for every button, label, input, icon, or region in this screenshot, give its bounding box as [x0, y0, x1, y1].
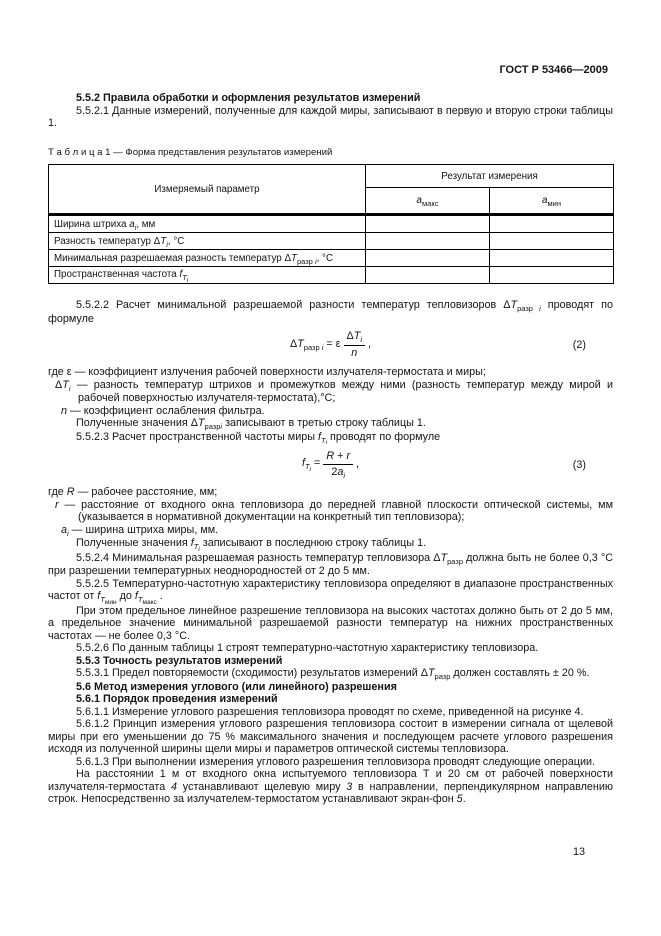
heading-5-6-1: 5.6.1 Порядок проведения измерений — [76, 693, 278, 705]
result-cell — [366, 250, 490, 267]
paragraph-5-6-1-2: 5.6.1.2 Принцип измерения углового разрешения тепловизора состоит в измерении сигнала от щелевой миры при его уменьшении до 75 % максимального значения и последующем расчете углового разрешения исходя из полученной ширины щели миры и параметров оптической системы тепловизора. — [48, 718, 613, 755]
result-cell — [366, 233, 490, 250]
fraction — [344, 330, 366, 359]
result-cell — [490, 250, 614, 267]
table-row — [49, 267, 614, 284]
table-row — [49, 215, 614, 233]
heading-5-5-3: 5.5.3 Точность результатов измерений — [76, 654, 283, 667]
equation-3-lhs: $f_{Ti}$ = — [301, 457, 321, 473]
equation-3-number: (3) — [572, 458, 586, 471]
equation-2 — [48, 330, 613, 359]
running-header: ГОСТ Р 53466—2009 — [499, 64, 608, 76]
equation-2-lhs: $\Delta T_{разр}$ $_i$ = ε — [289, 337, 341, 352]
page-content — [48, 92, 613, 806]
definition-n: n — коэффициент ослабления фильтра. — [61, 404, 265, 417]
fraction-numerator: $\Delta T_i$ — [344, 330, 366, 346]
param-cell: Ширина штриха $a_i$, мм — [49, 215, 366, 233]
paragraph-5-5-2-1: 5.5.2.1 Данные измерений, полученные для каждой миры, записывают в первую и вторую строки таблицы 1. — [48, 104, 613, 129]
table-row — [49, 233, 614, 250]
param-cell: Пространственная частота $f_{Ti}$ — [49, 267, 366, 284]
equation-3 — [48, 450, 613, 479]
fraction-denominator: $2a_i$ — [331, 465, 346, 480]
result-cell — [490, 215, 614, 233]
paragraph-na-rasstoyanii: На расстоянии 1 м от входного окна испытуемого тепловизора Т и 20 см от рабочей поверхности излучателя-термостата 4 устанавливают щелевую миру 3 в направлении, перпендикулярном направлению строк. Непосредственно за излучателем-термостатом устанавливают экран-фон 5. — [48, 768, 613, 805]
paragraph-5-5-2-6: 5.5.2.6 По данным таблицы 1 строят температурно-частотную характеристику тепловизора. — [76, 642, 539, 654]
paragraph-5-5-2-4: 5.5.2.4 Минимальная разрешаемая разность температур тепловизора $\Delta T_{разр}$ должна быть не более 0,3 °С при разрешении температурных неоднородностей от 2 до 5 мм. — [48, 551, 614, 577]
table-caption: Т а б л и ц а 1 — Форма представления результатов измерений — [48, 146, 333, 158]
table-row — [49, 250, 614, 267]
definition-a-i: $a_i$ — ширина штриха миры, мм. — [61, 523, 219, 538]
definition-delta-t: $\Delta T_i$ — разность температур штрихов и промежутков между ними (разность температур между мирой и рабочей поверхностью излучателя-термостата),°С; — [55, 378, 613, 404]
equation-3-tail: , — [356, 458, 360, 471]
page-number: 13 — [572, 846, 585, 858]
heading-5-5-2: 5.5.2 Правила обработки и оформления результатов измерений — [76, 92, 421, 104]
fraction-numerator: R + r — [323, 450, 353, 465]
paragraph-5-6-1-3: 5.6.1.3 При выполнении измерения углового разрешения тепловизора проводят следующие операции. — [76, 755, 596, 768]
result-cell — [366, 215, 490, 233]
paragraph-5-5-2-2: 5.5.2.2 Расчет минимальной разрешаемой разности температур тепловизоров $\Delta T_{разр}$ $_i$ проводят по формуле — [48, 299, 614, 325]
fraction-denominator: n — [351, 346, 358, 359]
col-header-param: Измеряемый параметр — [49, 165, 366, 215]
col-header-a-min: $a_{мин}$ — [490, 188, 614, 215]
table-header-row-1 — [49, 165, 614, 188]
paragraph-received-values-2: Полученные значения $\Delta T_{разрi}$ записывают в третью строку таблицы 1. — [76, 417, 426, 431]
heading-5-6: 5.6 Метод измерения углового (или линейного) разрешения — [76, 680, 397, 693]
definition-epsilon: где ε — коэффициент излучения рабочей поверхности излучателя-термостата и миры; — [48, 366, 486, 378]
paragraph-5-5-3-1: 5.5.3.1 Предел повторяемости (сходимости) результатов измерений $\Delta T_{разр}$ должен составлять ± 20 %. — [76, 667, 590, 681]
paragraph-pri-etom: При этом предельное линейное разрешение тепловизора на высоких частотах должно быть от 2 до 5 мм, а предельное значение минимальной разрешаемой разности температур на нижних пространственных частотах — не более 0,3 °С. — [48, 604, 613, 642]
fraction — [323, 450, 353, 479]
result-cell — [366, 267, 490, 284]
equation-3-body — [302, 450, 359, 479]
paragraph-received-values-3: Полученные значения $f_{Ti}$ записывают в последнюю строку таблицы 1. — [76, 537, 427, 553]
definition-r: r — расстояние от входного окна тепловизора до передней главной плоскости оптической системы, мм (указывается в нормативной документации на конкретный тип тепловизора); — [55, 498, 613, 523]
result-cell — [490, 267, 614, 284]
equation-2-number: (2) — [572, 338, 586, 351]
paragraph-5-6-1-1: 5.6.1.1 Измерение углового разрешения тепловизора проводят по схеме, приведенной на рисунке 4. — [76, 705, 584, 718]
equation-2-tail: , — [368, 338, 372, 351]
result-cell — [490, 233, 614, 250]
equation-2-body — [290, 330, 371, 359]
param-cell: Разность температур $\Delta T_i$, °С — [49, 233, 366, 250]
col-header-result: Результат измерения — [366, 165, 614, 188]
results-table — [48, 164, 614, 284]
definition-R: где R — рабочее расстояние, мм; — [48, 486, 218, 498]
param-cell: Минимальная разрешаемая разность температур $\Delta T_{разр}$ $_i$, °С — [49, 250, 366, 267]
paragraph-5-5-2-3: 5.5.2.3 Расчет пространственной частоты миры $f_{Ti}$ проводят по формуле — [76, 430, 441, 446]
paragraph-5-5-2-5: 5.5.2.5 Температурно-частотную характеристику тепловизора определяют в диапазоне пространственных частот от $f_{Tмин}$ до $f_{Tмакс}$ . — [48, 577, 613, 606]
col-header-a-max: $a_{макс}$ — [366, 188, 490, 215]
